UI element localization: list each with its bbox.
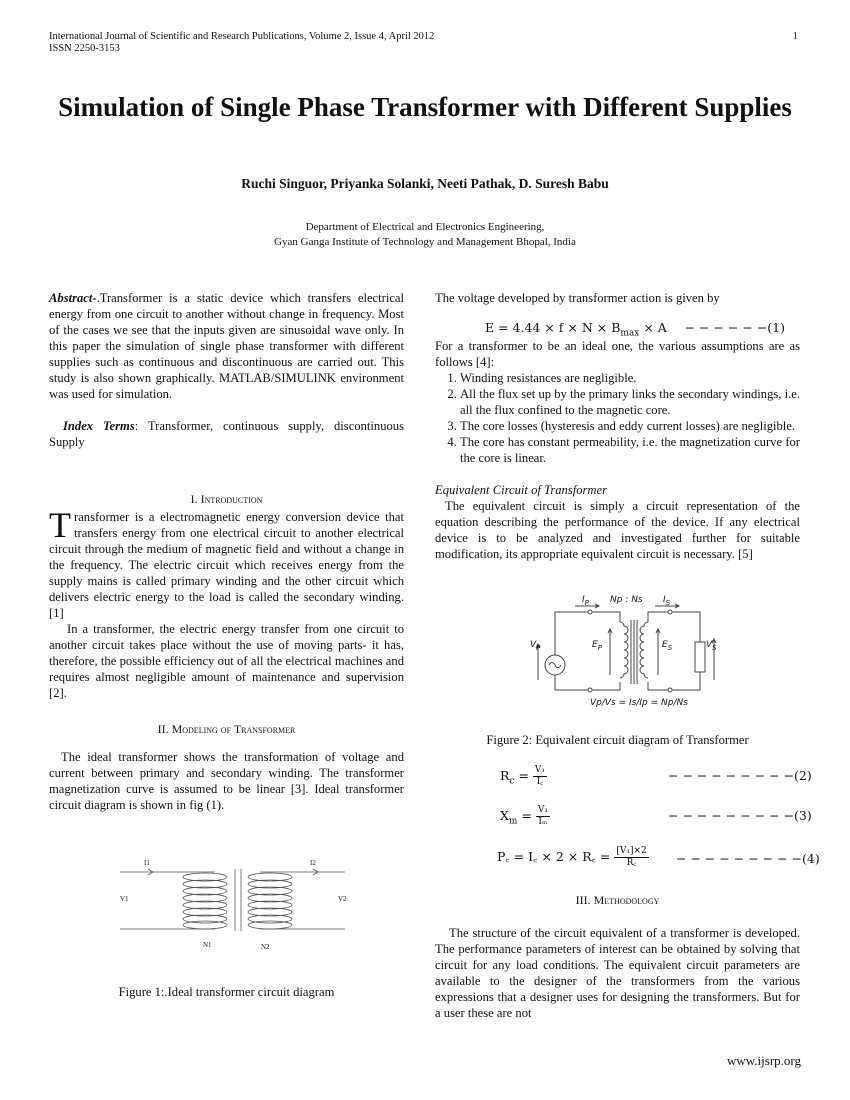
equation-3-fraction: $\frac{\text{V₁}}{\text{Iₘ}}$ bbox=[537, 805, 548, 827]
equation-4-number: − − − − − − − − −(4) bbox=[676, 851, 820, 866]
drop-cap: T bbox=[49, 505, 71, 545]
label-v1: V1 bbox=[120, 895, 129, 903]
label-es: $E_S$ bbox=[662, 640, 673, 652]
figure-2-equivalent-circuit bbox=[530, 595, 720, 725]
equation-1 bbox=[435, 320, 800, 338]
footer-url[interactable]: www.ijsrp.org bbox=[726, 1053, 801, 1068]
running-header bbox=[49, 31, 434, 55]
paper-title: Simulation of Single Phase Transformer with Different Supplies bbox=[58, 92, 792, 122]
equivalent-circuit-heading: Equivalent Circuit of Transformer bbox=[435, 483, 608, 497]
figure-1-caption: Figure 1:.Ideal transformer circuit diagram bbox=[118, 985, 335, 999]
equation-1-number: − − − − − −(1) bbox=[684, 320, 785, 335]
equation-1-body: $E = 4.44 \times f \times N \times B_{max} \times A$ bbox=[485, 320, 667, 339]
page-number: 1 bbox=[792, 31, 798, 42]
label-vs: $V_S$ bbox=[706, 640, 717, 652]
label-turns-ratio: Np : Ns bbox=[610, 595, 643, 605]
equation-3: $X_m$ = $\frac{\text{V₁}}{\text{Iₘ}}$ bbox=[500, 805, 548, 827]
label-ep: $E_P$ bbox=[592, 640, 602, 652]
affiliation-institute: Gyan Ganga Institute of Technology and Management Bhopal, India bbox=[274, 236, 576, 248]
equation-3-number: − − − − − − − − −(3) bbox=[668, 808, 812, 823]
abstract-label: Abstract- bbox=[49, 291, 97, 305]
section-heading-modeling: II. Modeling of Transformer bbox=[157, 722, 296, 736]
intro-paragraph-2: In a transformer, the electric energy transfer from one circuit to another circuit takes place without the use of moving parts- it has, therefore, the possible efficiency out of all the electrical machines and requires almost negligible amount of maintenance and supervision [2]. bbox=[49, 622, 404, 700]
intro-paragraph-1: Transformer is a electromagnetic energy conversion device that transfers energy from one electrical circuit to another electrical circuit through the medium of magnetic field and without a change in the frequency. The electric circuit which receives energy from the supply mains is called primary winding and the other circuit which delivers electric energy to the load is called the secondary winding. [1] bbox=[49, 505, 404, 620]
abstract bbox=[49, 290, 404, 402]
authors: Ruchi Singuor, Priyanka Solanki, Neeti Pathak, D. Suresh Babu bbox=[241, 176, 609, 191]
label-is: $I_S$ bbox=[663, 595, 671, 607]
equivalent-circuit-paragraph: The equivalent circuit is simply a circuit representation of the equation describing the performance of the device. If any electrical device is to be analyzed and investigated further for suitable modification, its appropriate equivalent circuit is necessary. [5] bbox=[435, 499, 800, 561]
label-i2: I2 bbox=[310, 859, 316, 867]
right-column bbox=[435, 290, 800, 562]
methodology-paragraph: The structure of the circuit equivalent of a transformer is developed. The performance parameters of interest can be obtained by solving that circuit for any load conditions. The equivalent circuit parameters are available to the designer of the transformers from the various expressions that a designer uses for designing the transformers. But for a user these are not bbox=[435, 926, 800, 1020]
methodology-column bbox=[435, 925, 800, 1021]
label-vp: $V_P$ bbox=[530, 640, 541, 652]
assumptions-intro: For a transformer to be an ideal one, the various assumptions are as follows [4]: bbox=[435, 339, 800, 369]
assumption-item: 3. The core losses (hysteresis and eddy current losses) are negligible. bbox=[460, 418, 800, 434]
assumption-item: 1. Winding resistances are negligible. bbox=[460, 370, 800, 386]
equation-4-fraction: $\frac{\text{[V₁]×2}}{R꜀}$ bbox=[616, 846, 647, 868]
index-terms-label: Index Terms bbox=[63, 419, 135, 433]
journal-citation: International Journal of Scientific and Research Publications, Volume 2, Issue 4, April 2012 bbox=[49, 31, 435, 42]
equation-4: P꜀ = I꜀ × 2 × R꜀ = $\frac{\text{[V₁]×2}}{R꜀}$ bbox=[497, 846, 647, 868]
equation-2-number: − − − − − − − − −(2) bbox=[668, 768, 812, 783]
turns-ratio-formula: Vp/Vs = Is/Ip = Np/Ns bbox=[590, 698, 688, 708]
figure-1-ideal-transformer bbox=[110, 855, 360, 955]
section-heading-methodology: III. Methodology bbox=[575, 893, 660, 907]
affiliation-dept: Department of Electrical and Electronics Engineering, bbox=[305, 221, 545, 233]
assumptions-list bbox=[435, 370, 800, 466]
left-column bbox=[49, 290, 404, 813]
figure-2-caption: Figure 2: Equivalent circuit diagram of Transformer bbox=[486, 733, 749, 747]
affiliation bbox=[0, 220, 850, 250]
section-heading-introduction: I. Introduction bbox=[190, 492, 263, 506]
index-terms-text: : Transformer, continuous supply, discontinuous Supply bbox=[49, 419, 404, 449]
label-n2: N2 bbox=[261, 943, 270, 951]
label-i1: I1 bbox=[144, 859, 150, 867]
assumption-item: 4. The core has constant permeability, i.e. the magnetization curve for the core is linear. bbox=[460, 434, 800, 466]
equation-2-fraction: $\frac{\text{V₁}}{I꜀}$ bbox=[534, 765, 545, 787]
ideal-transformer-diagram bbox=[110, 855, 360, 955]
modeling-paragraph: The ideal transformer shows the transformation of voltage and current between primary and secondary winding. The transformer magnetization curve is assumed to be linear [3]. Ideal transformer circuit diagram is shown in fig (1). bbox=[49, 750, 404, 812]
assumption-item: 2. All the flux set up by the primary links the secondary windings, i.e. all the flux confined to the magnetic core. bbox=[460, 386, 800, 418]
abstract-text: .Transformer is a static device which transfers electrical energy from one circuit to another without change in frequency. Most of the cases we see that the inputs given are sinusoidal wave only. In this paper the simulation of single phase transformer with different supplies such as continuous and discontinuous are carried out. This study is also shown graphically. MATLAB/SIMULINK environment was used for simulation. bbox=[49, 291, 404, 401]
label-v2: V2 bbox=[338, 895, 347, 903]
index-terms bbox=[49, 418, 404, 450]
label-n1: N1 bbox=[203, 941, 212, 949]
label-ip: $I_P$ bbox=[582, 595, 589, 607]
voltage-intro: The voltage developed by transformer action is given by bbox=[435, 291, 720, 305]
equation-2: $R_c$ = $\frac{\text{V₁}}{I꜀}$ bbox=[500, 765, 545, 787]
issn: ISSN 2250-3153 bbox=[49, 43, 120, 54]
